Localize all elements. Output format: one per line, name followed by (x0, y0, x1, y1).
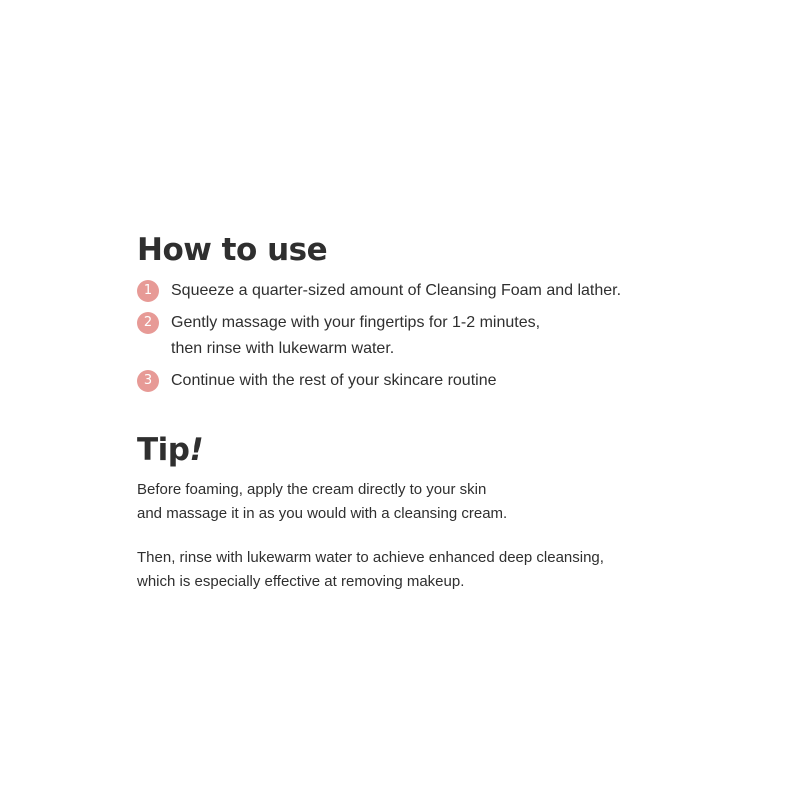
tip-paragraph-2 (137, 546, 697, 594)
tip-line: which is especially effective at removing makeup. (137, 573, 465, 590)
step-line: Continue with the rest of your skincare routine (171, 372, 497, 389)
step-line: Squeeze a quarter-sized amount of Cleansing Foam and lather. (171, 282, 622, 299)
step-item-3 (137, 368, 697, 394)
step-item-2 (137, 310, 697, 362)
steps-list (137, 278, 697, 394)
step-number-badge: 3 (137, 370, 159, 392)
step-number-badge: 1 (137, 280, 159, 302)
tip-title: Tip (137, 432, 190, 468)
tip-line: Before foaming, apply the cream directly to your skin (137, 481, 487, 498)
tip-paragraph-1 (137, 478, 697, 526)
instructions-panel (137, 228, 697, 594)
step-line: then rinse with lukewarm water. (171, 340, 395, 357)
step-number-badge: 2 (137, 312, 159, 334)
how-to-use-heading: How to use (137, 232, 328, 268)
tip-line: Then, rinse with lukewarm water to achieve enhanced deep cleansing, (137, 549, 604, 566)
step-text (171, 368, 497, 394)
tip-exclamation: ! (189, 432, 204, 468)
step-text (171, 310, 540, 362)
step-line: Gently massage with your fingertips for 1-2 minutes, (171, 314, 541, 331)
step-text (171, 278, 621, 304)
tip-line: and massage it in as you would with a cleansing cream. (137, 505, 508, 522)
step-item-1 (137, 278, 697, 304)
tip-heading (137, 428, 697, 472)
